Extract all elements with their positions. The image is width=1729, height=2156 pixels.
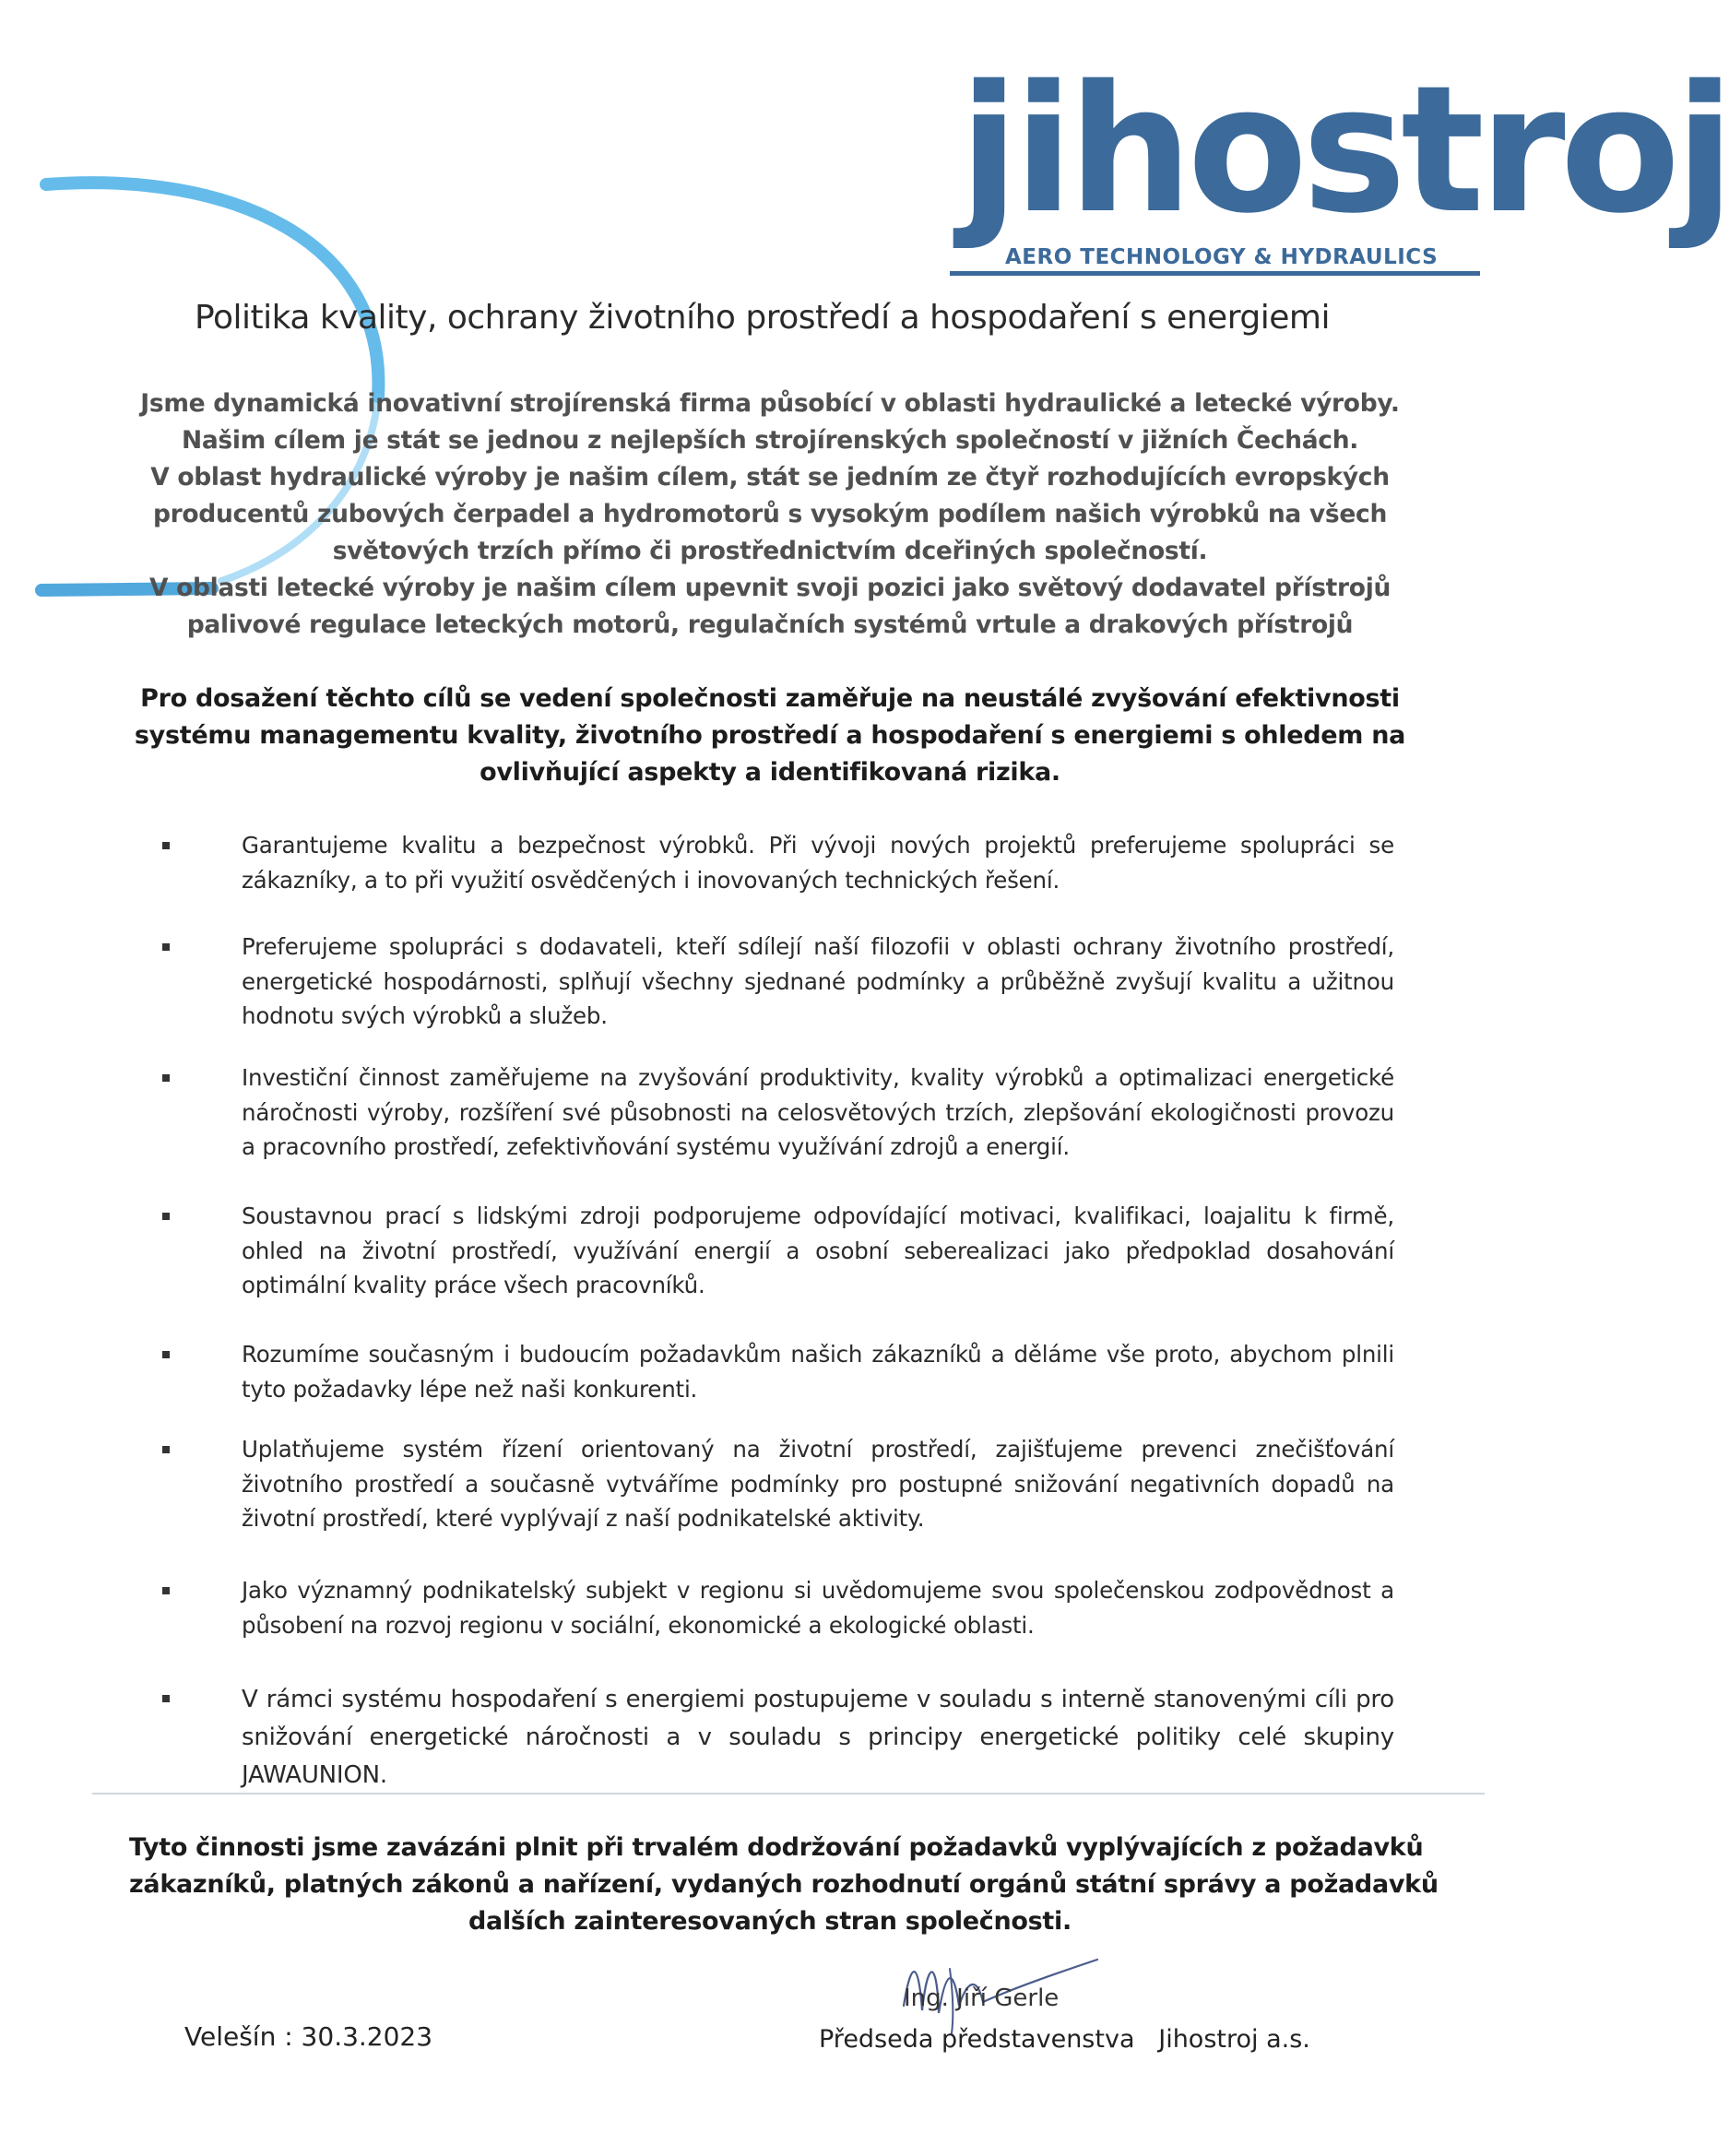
logo-wordmark: jihostroj — [959, 48, 1729, 252]
intro-line: světových trzích přímo či prostřednictvím dceřiných společností. — [332, 537, 1208, 565]
focus-line: Pro dosažení těchto cílů se vedení společnosti zaměřuje na neustálé zvyšování efektivnosti — [140, 684, 1400, 713]
bullet-marker — [162, 1074, 170, 1082]
list-item — [242, 1432, 1394, 1536]
signer-name: Ing. Jiří Gerle — [904, 1984, 1060, 2012]
intro-line: palivové regulace leteckých motorů, regulačních systémů vrtule a drakových přístrojů — [186, 610, 1354, 639]
company-logo — [950, 48, 1729, 286]
signer-role: Předseda představenstva Jihostroj a.s. — [819, 2025, 1310, 2054]
intro-line: producentů zubových čerpadel a hydromotorů s vysokým podílem našich výrobků na všech — [152, 500, 1388, 528]
list-item-text: Garantujeme kvalitu a bezpečnost výrobků. Při vývoji nových projektů preferujeme spolupráci se zákazníky, a to při využití osvědčených i inovovaných technických řešení. — [242, 832, 1394, 894]
list-item-text: Soustavnou prací s lidskými zdroji podporujeme odpovídající motivaci, kvalifikaci, loajalitu k firmě, ohled na životní prostředí, využívání energií a osobní seberealizaci jako předpoklad dosahování optimální kvality práce všech pracovníků. — [242, 1202, 1394, 1298]
list-item — [242, 1681, 1394, 1795]
list-item — [242, 930, 1394, 1034]
section-divider — [92, 1793, 1485, 1795]
logo-underline — [950, 271, 1480, 276]
closing-line: Tyto činnosti jsme zavázáni plnit při trvalém dodržování požadavků vyplývajících z požadavků — [129, 1833, 1424, 1862]
list-item — [242, 1060, 1394, 1165]
list-item — [242, 1337, 1394, 1406]
closing-line: dalších zainteresovaných stran společnosti. — [468, 1907, 1072, 1936]
intro-paragraph — [129, 385, 1411, 644]
list-item-text: Uplatňujeme systém řízení orientovaný na životní prostředí, zajišťujeme prevenci znečišťování životního prostředí a současně vytváříme podmínky pro postupné snižování negativních dopadů na životní prostředí, které vyplývají z naší podnikatelské aktivity. — [242, 1436, 1394, 1532]
closing-line: zákazníků, platných zákonů a nařízení, vydaných rozhodnutí orgánů státní správy a požadavků — [129, 1870, 1439, 1899]
closing-paragraph — [129, 1830, 1439, 1940]
list-item-text: Preferujeme spolupráci s dodavateli, kteří sdílejí naší filozofii v oblasti ochrany životního prostředí, energetické hospodárnosti, splňují všechny sjednané podmínky a průběžně zvyšují kvalitu a užitnou hodnotu svých výrobků a služeb. — [242, 933, 1394, 1029]
bullet-marker — [162, 842, 170, 849]
list-item-text: Jako významný podnikatelský subjekt v regionu si uvědomujeme svou společenskou zodpovědnost a působení na rozvoj regionu v sociální, ekonomické a ekologické oblasti. — [242, 1577, 1394, 1639]
list-item — [242, 828, 1394, 897]
intro-line: V oblasti letecké výroby je našim cílem upevnit svoji pozici jako světový dodavatel přístrojů — [148, 574, 1391, 602]
bullet-marker — [162, 943, 170, 951]
focus-paragraph — [129, 681, 1411, 791]
intro-line: Našim cílem je stát se jednou z nejlepších strojírenských společností v jižních Čechách. — [181, 426, 1359, 455]
logo-tagline: AERO TECHNOLOGY & HYDRAULICS — [1005, 245, 1439, 269]
bullet-marker — [162, 1695, 170, 1702]
bullet-marker — [162, 1213, 170, 1220]
list-item — [242, 1199, 1394, 1303]
list-item-text: V rámci systému hospodaření s energiemi postupujeme v souladu s interně stanovenými cíli pro snižování energetické náročnosti a v souladu s principy energetické politiky celé skupiny JAWAUNION. — [242, 1686, 1394, 1789]
intro-line: Jsme dynamická inovativní strojírenská firma působící v oblasti hydraulické a letecké výroby. — [140, 389, 1400, 418]
bullet-marker — [162, 1446, 170, 1453]
bullet-marker — [162, 1587, 170, 1594]
page-title: Politika kvality, ochrany životního prostředí a hospodaření s energiemi — [195, 299, 1330, 337]
list-item-text: Rozumíme současným i budoucím požadavkům našich zákazníků a děláme vše proto, abychom plnili tyto požadavky lépe než naši konkurenti. — [242, 1341, 1394, 1403]
bullet-marker — [162, 1351, 170, 1358]
focus-line: ovlivňující aspekty a identifikovaná rizika. — [480, 758, 1060, 787]
focus-line: systému managementu kvality, životního prostředí a hospodaření s energiemi s ohledem na — [134, 721, 1406, 750]
list-item — [242, 1573, 1394, 1642]
place-and-date: Velešín : 30.3.2023 — [184, 2021, 433, 2052]
intro-line: V oblast hydraulické výroby je našim cílem, stát se jedním ze čtyř rozhodujících evropských — [150, 463, 1390, 492]
list-item-text: Investiční činnost zaměřujeme na zvyšování produktivity, kvality výrobků a optimalizaci energetické náročnosti výroby, rozšíření své působnosti na celosvětových trzích, zlepšování ekologičnosti provozu a pracovního prostředí, zefektivňování systému využívání zdrojů a energií. — [242, 1064, 1394, 1160]
